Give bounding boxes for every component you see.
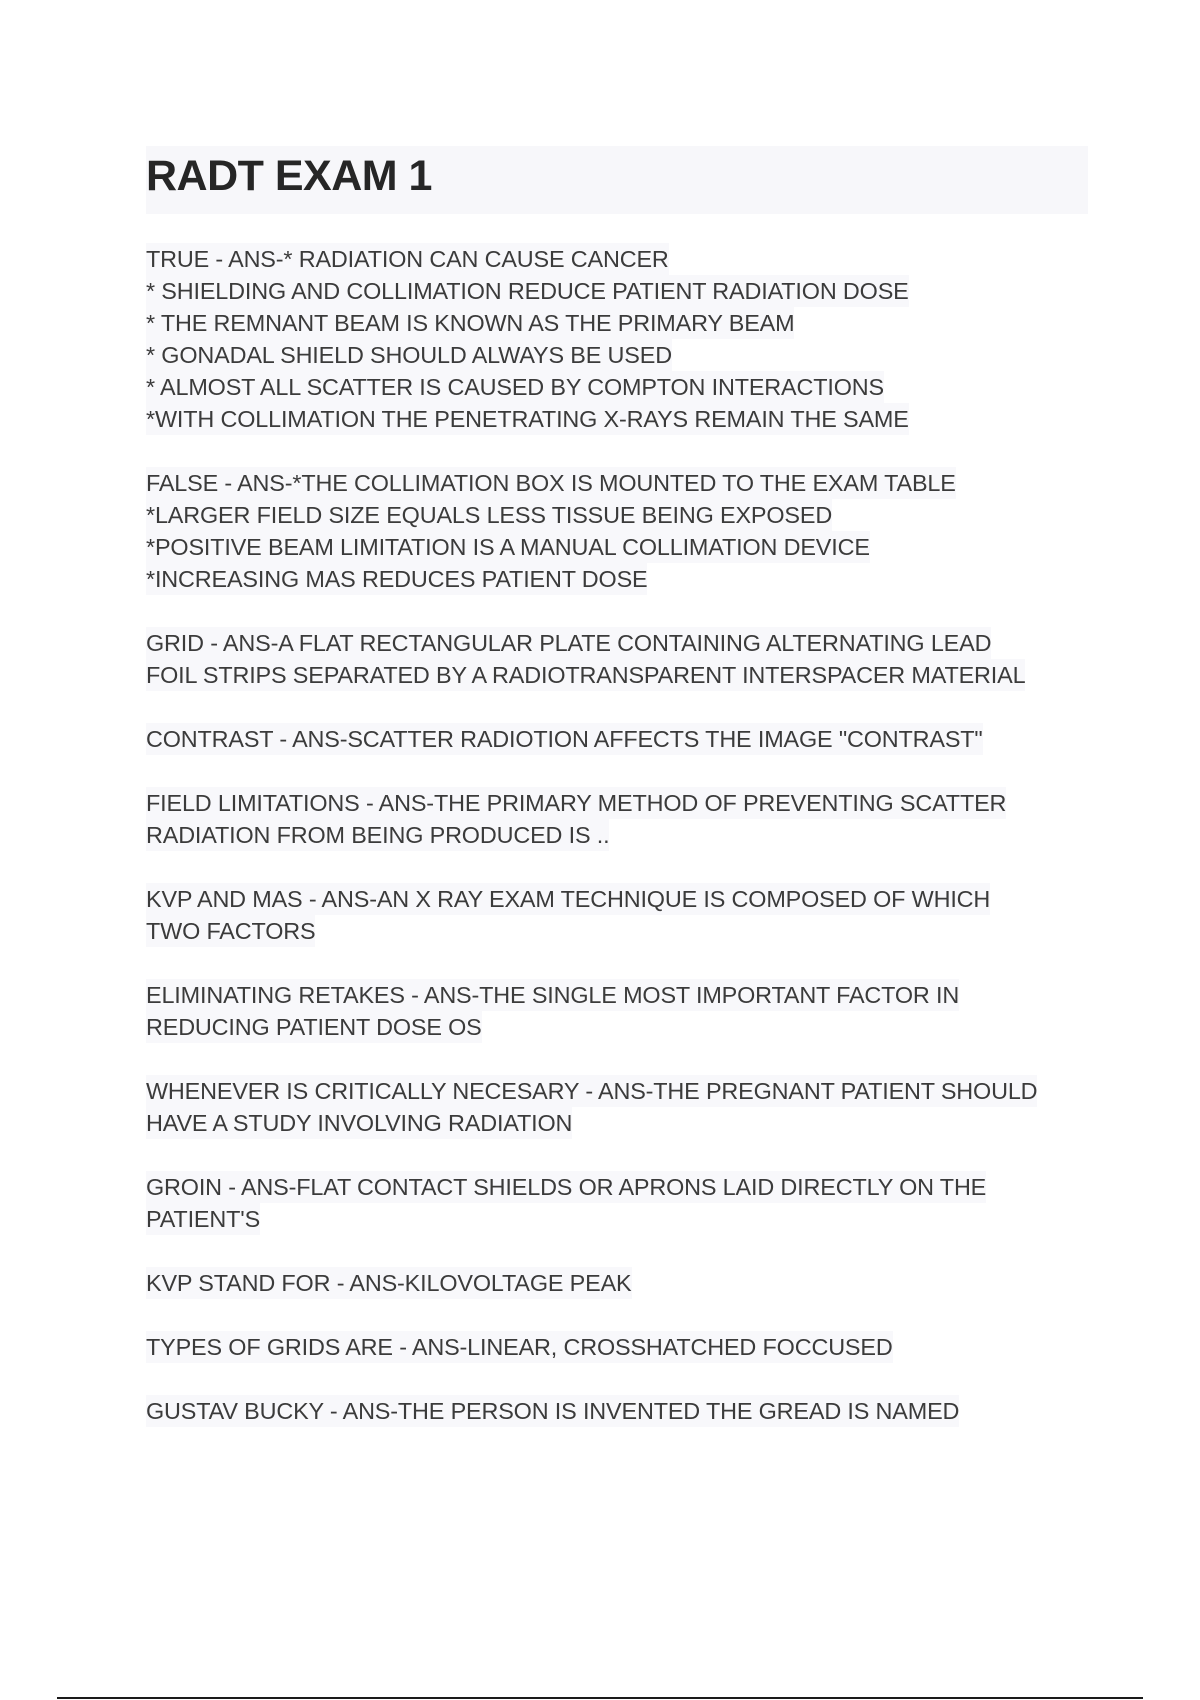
qa-entry <box>146 979 1096 1043</box>
qa-entry-line: TRUE - ANS-* RADIATION CAN CAUSE CANCER <box>146 243 669 275</box>
qa-entry <box>146 1267 1096 1299</box>
title-block <box>146 146 1088 214</box>
qa-entry-line: RADIATION FROM BEING PRODUCED IS .. <box>146 819 609 851</box>
qa-entry <box>146 1171 1096 1235</box>
qa-entry-line: GRID - ANS-A FLAT RECTANGULAR PLATE CONTAINING ALTERNATING LEAD <box>146 627 991 659</box>
qa-entry <box>146 627 1096 691</box>
qa-entry-line: *WITH COLLIMATION THE PENETRATING X-RAYS REMAIN THE SAME <box>146 403 909 435</box>
qa-entry-line: FOIL STRIPS SEPARATED BY A RADIOTRANSPARENT INTERSPACER MATERIAL <box>146 659 1025 691</box>
qa-entry <box>146 723 1096 755</box>
qa-entry-line: * THE REMNANT BEAM IS KNOWN AS THE PRIMARY BEAM <box>146 307 794 339</box>
qa-entry-line: WHENEVER IS CRITICALLY NECESARY - ANS-THE PREGNANT PATIENT SHOULD <box>146 1075 1037 1107</box>
qa-entry-line: KVP AND MAS - ANS-AN X RAY EXAM TECHNIQUE IS COMPOSED OF WHICH <box>146 883 990 915</box>
qa-entry-line: GROIN - ANS-FLAT CONTACT SHIELDS OR APRONS LAID DIRECTLY ON THE <box>146 1171 986 1203</box>
qa-entry-line: * SHIELDING AND COLLIMATION REDUCE PATIENT RADIATION DOSE <box>146 275 909 307</box>
qa-entry-line: TYPES OF GRIDS ARE - ANS-LINEAR, CROSSHATCHED FOCCUSED <box>146 1331 893 1363</box>
qa-entry-line: * GONADAL SHIELD SHOULD ALWAYS BE USED <box>146 339 672 371</box>
qa-entry-line: PATIENT'S <box>146 1203 260 1235</box>
qa-entry <box>146 883 1096 947</box>
qa-entry-line: HAVE A STUDY INVOLVING RADIATION <box>146 1107 572 1139</box>
qa-entry-line: *POSITIVE BEAM LIMITATION IS A MANUAL COLLIMATION DEVICE <box>146 531 870 563</box>
qa-entry-line: FIELD LIMITATIONS - ANS-THE PRIMARY METHOD OF PREVENTING SCATTER <box>146 787 1006 819</box>
qa-entry-line: REDUCING PATIENT DOSE OS <box>146 1011 482 1043</box>
qa-entry-line: TWO FACTORS <box>146 915 315 947</box>
footer-divider <box>57 1697 1143 1699</box>
qa-entry-line: KVP STAND FOR - ANS-KILOVOLTAGE PEAK <box>146 1267 632 1299</box>
qa-entry-line: *INCREASING MAS REDUCES PATIENT DOSE <box>146 563 647 595</box>
qa-entry <box>146 243 1096 435</box>
qa-list <box>146 243 1096 1459</box>
qa-entry <box>146 787 1096 851</box>
page-title: RADT EXAM 1 <box>146 152 432 200</box>
qa-entry <box>146 1075 1096 1139</box>
qa-entry <box>146 1395 1096 1427</box>
qa-entry-line: FALSE - ANS-*THE COLLIMATION BOX IS MOUNTED TO THE EXAM TABLE <box>146 467 956 499</box>
qa-entry-line: *LARGER FIELD SIZE EQUALS LESS TISSUE BEING EXPOSED <box>146 499 832 531</box>
qa-entry-line: CONTRAST - ANS-SCATTER RADIOTION AFFECTS THE IMAGE "CONTRAST" <box>146 723 983 755</box>
qa-entry-line: * ALMOST ALL SCATTER IS CAUSED BY COMPTON INTERACTIONS <box>146 371 884 403</box>
qa-entry-line: GUSTAV BUCKY - ANS-THE PERSON IS INVENTED THE GREAD IS NAMED <box>146 1395 959 1427</box>
qa-entry-line: ELIMINATING RETAKES - ANS-THE SINGLE MOST IMPORTANT FACTOR IN <box>146 979 959 1011</box>
qa-entry <box>146 467 1096 595</box>
qa-entry <box>146 1331 1096 1363</box>
